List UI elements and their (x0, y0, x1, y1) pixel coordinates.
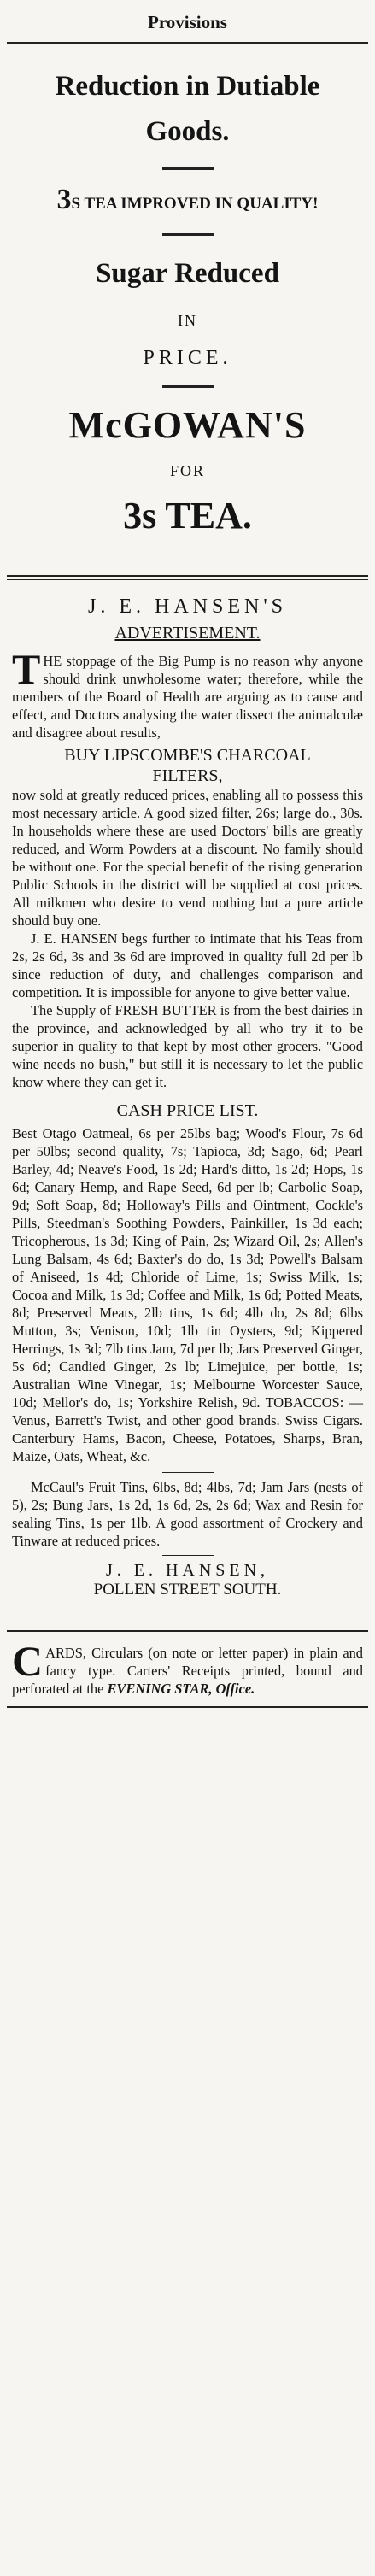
tea-price-headline: 3s TEA. (123, 494, 252, 537)
headline-goods: Goods. (145, 116, 230, 148)
price-list-paragraph: Best Otago Oatmeal, 6s per 25lbs bag; Wood's Flour, 7s 6d per 50lbs; second quality, 7s; Tapioca, 3d; Sago, 6d; Pearl Barley, 4d; Neave's Food, 1s 2d; Hard's ditto, 1s 2d; Hops, 1s 6d; Canary Hemp, and Rape Seed, 6d per lb; Carbolic Soap, 9d; Soft Soap, 8d; Holloway's Pills and Ointment, Cockle's Pills, Steedman's Soothing Powders, Painkiller, 1s 3d each; Tricopherous, 1s 3d; King of Pain, 2s; Wizard Oil, 2s; Allen's Lung Balsam, 4s 6d; Baxter's do do, 1s 3d; Powell's Balsam of Aniseed, 1s 4d; Chloride of Lime, 1s; Swiss Milk, 1s; Cocoa and Milk, 1s 3d; Coffee and Milk, 1s 6d; Potted Meats, 8d; Preserved Meats, 2lb tins, 1s 6d; 4lb do, 2s 8d; 6lbs Mutton, 3s; Venison, 10d; 1lb tin Oysters, 9d; Kippered Herrings, 1s 3d; 7lb tins Jam, 7d per lb; Jars Preserved Ginger, 5s 6d; Candied Ginger, 2s lb; Limejuice, per bottle, 1s; Australian Wine Vinegar, 1s; Melbourne Worcester Sauce, 10d; Mellor's do, 1s; Yorkshire Relish, 9d. TOBACCOS: —Venus, Barrett's Twist, and other good brands. Swiss Cigars. Canterbury Hams, Bacon, Cheese, Potatoes, Sharps, Bran, Maize, Oats, Wheat, &c. (12, 1125, 363, 1464)
tea-improved-text: S TEA IMPROVED IN QUALITY! (71, 194, 319, 213)
mcgowan-advertisement (7, 44, 368, 537)
in-word: IN (178, 311, 197, 329)
headline-sugar: Sugar Reduced (96, 257, 279, 289)
filters-heading-line1: BUY LIPSCOMBE'S CHARCOAL (64, 746, 311, 765)
signature-name: J. E. HANSEN, (105, 1561, 270, 1580)
filters-heading-line2: FILTERS, (152, 766, 223, 785)
price-word: PRICE. (143, 346, 232, 369)
hansen-subtitle: ADVERTISEMENT. (114, 624, 261, 643)
tea-price-number: 3 (56, 183, 72, 215)
tea-improved-line (7, 184, 368, 216)
mcgowan-name: McGOWAN'S (68, 403, 307, 446)
filters-paragraph: now sold at greatly reduced prices, enabling all to possess this most necessary article. A good sized filter, 26s; large do., 30s. In households where these are used Doctors' bills are greatly reduced, and Worm Powders at a discount. No family should be without one. For the special benefit of the rising generation Public Schools in the district will be supplied at cost prices. All milkmen who desire to vend nothing but a pure article should buy one. (12, 787, 363, 929)
cards-paragraph (7, 1637, 368, 1698)
section-heading: Provisions (148, 12, 227, 32)
cash-price-heading: CASH PRICE LIST. (116, 1101, 259, 1120)
signature-address: POLLEN STREET SOUTH. (93, 1581, 282, 1599)
tea-paragraph: J. E. HANSEN begs further to intimate that his Teas from 2s, 2s 6d, 3s and 3s 6d are improved in quality full 2d per lb since reduction of duty, and challenges comparison and competition. It is impossible for anyone to give better value. (12, 930, 363, 1000)
for-word: FOR (169, 461, 205, 479)
newspaper-column (0, 12, 375, 2576)
hansen-advertisement (7, 580, 368, 1599)
divider (7, 575, 368, 577)
butter-paragraph: The Supply of FRESH BUTTER is from the best dairies in the province, and acknowledged by all who try it to be superior in quality to that kept by most other grocers. "Good wine needs no bush," but still it is necessary to let the public know where they can get it. (12, 1002, 363, 1090)
hansen-title: J. E. HANSEN'S (87, 596, 287, 618)
office-name: EVENING STAR, Office. (107, 1681, 255, 1697)
fruit-tins-paragraph: McCaul's Fruit Tins, 6lbs, 8d; 4lbs, 7d; Jam Jars (nests of 5), 2s; Bung Jars, 1s 2d, 1s 6d, 2s, 2s 6d; Wax and Resin for sealing Tins, 1s per 1lb. A good assortment of Crockery and Tinware at reduced prices. (12, 1479, 363, 1549)
cards-text: CARDS, Circulars (on note or letter paper) in plain and fancy type. Carters' Receipts printed, bound and perforated at the (12, 1637, 363, 1697)
cards-advertisement (7, 1637, 368, 1698)
intro-paragraph: THE stoppage of the Big Pump is no reason why anyone should drink unwholesome water; therefore, while the members of the Board of Health are arguing as to cause and effect, and Doctors analysing the water dissect the animalculæ and disagree about results, (12, 645, 363, 741)
divider (7, 1630, 368, 1632)
headline-reduction: Reduction in Dutiable (55, 71, 320, 102)
divider (7, 1706, 368, 1708)
